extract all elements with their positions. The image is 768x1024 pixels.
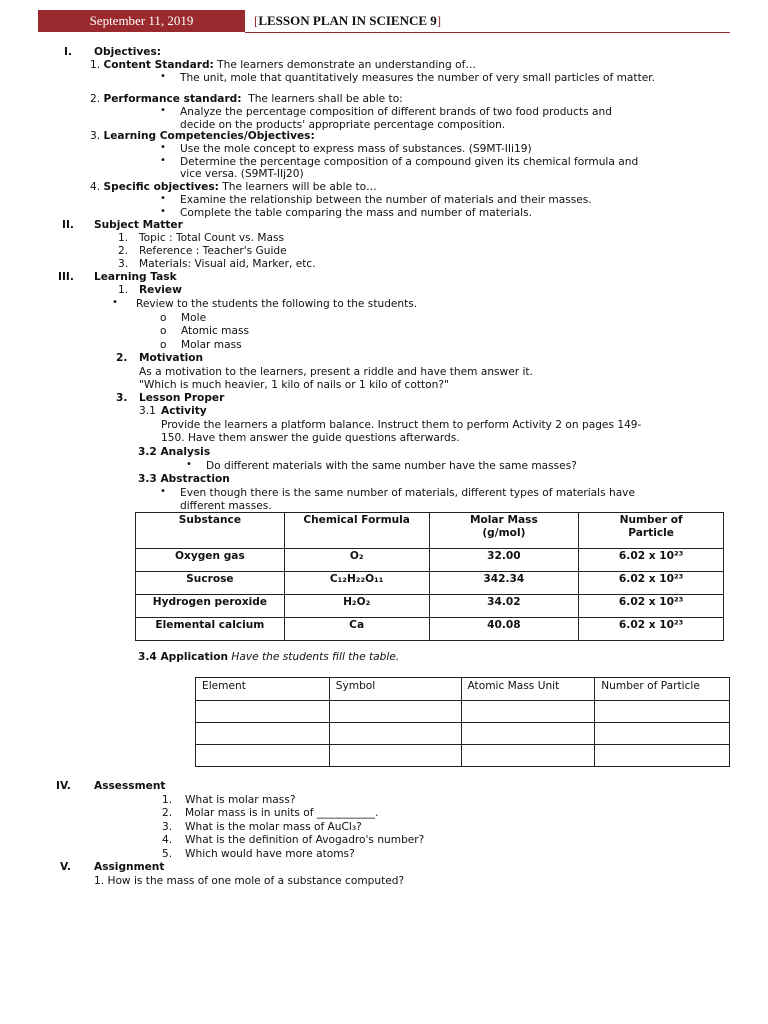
table-header-cell: Number of Particle <box>579 513 724 549</box>
motivation-number: 2. <box>116 352 128 364</box>
table-row <box>136 549 724 572</box>
performance-bullet-line1: Analyze the percentage composition of different brands of two food products and <box>180 106 612 118</box>
assignment-question: 1. How is the mass of one mole of a substance computed? <box>94 875 405 887</box>
assessment-number: 5. <box>162 848 173 860</box>
section-2-title: Subject Matter <box>94 219 183 231</box>
review-number: 1. <box>118 284 129 296</box>
substance-cell: Hydrogen peroxide <box>136 595 285 618</box>
review-text: Review to the students the following to the students. <box>136 298 418 310</box>
blank-cell[interactable] <box>196 723 330 745</box>
formula-cell: H₂O₂ <box>284 595 429 618</box>
molar-mass-cell: 32.00 <box>429 549 579 572</box>
blank-cell[interactable] <box>461 723 595 745</box>
substance-cell: Oxygen gas <box>136 549 285 572</box>
particles-cell: 6.02 x 10²³ <box>579 572 724 595</box>
subject-item-number: 3. <box>118 258 129 270</box>
learning-competencies-line: 3. Learning Competencies/Objectives: <box>90 130 315 142</box>
header-title: [LESSON PLAN IN SCIENCE 9] <box>254 13 442 28</box>
header-rule <box>245 32 730 33</box>
formula-cell: O₂ <box>284 549 429 572</box>
section-5-title: Assignment <box>94 861 165 873</box>
subject-item-number: 2. <box>118 245 129 257</box>
activity-number: 3.1 <box>139 405 156 417</box>
specific-bullet-2: Complete the table comparing the mass and number of materials. <box>180 207 532 219</box>
motivation-label: Motivation <box>139 352 204 364</box>
substance-cell: Sucrose <box>136 572 285 595</box>
particles-cell: 6.02 x 10²³ <box>579 549 724 572</box>
table-row <box>196 745 730 767</box>
molar-mass-cell: 40.08 <box>429 618 579 641</box>
table-row <box>196 701 730 723</box>
section-1-title: Objectives: <box>94 46 162 58</box>
activity-text-line2: 150. Have them answer the guide questions afterwards. <box>161 432 460 444</box>
lesson-proper-label: Lesson Proper <box>139 392 225 404</box>
content-standard-bullet: The unit, mole that quantitatively measures the number of very small particles of matter. <box>180 72 655 84</box>
blank-cell[interactable] <box>595 723 730 745</box>
performance-standard-line: 2. Performance standard: The learners shall be able to: <box>90 93 403 105</box>
review-item: Molar mass <box>181 339 242 351</box>
section-1-number: I. <box>64 46 72 58</box>
bullet-icon: • <box>160 155 166 166</box>
particles-cell: 6.02 x 10²³ <box>579 618 724 641</box>
content-standard-line: 1. Content Standard: The learners demonstrate an understanding of… <box>90 59 476 71</box>
review-item: Mole <box>181 312 207 324</box>
application-table <box>195 677 730 767</box>
motivation-quote: "Which is much heavier, 1 kilo of nails or 1 kilo of cotton?" <box>139 379 449 391</box>
blank-cell[interactable] <box>461 745 595 767</box>
bullet-icon: • <box>160 71 166 82</box>
circle-bullet-icon: o <box>160 312 167 324</box>
competency-bullet-2-line1: Determine the percentage composition of a compound given its chemical formula and <box>180 156 639 168</box>
table-row <box>136 572 724 595</box>
circle-bullet-icon: o <box>160 339 167 351</box>
formula-cell: Ca <box>284 618 429 641</box>
assessment-question: What is the definition of Avogadro's number? <box>185 834 425 846</box>
abstraction-text-line2: different masses. <box>180 500 272 512</box>
section-2-number: II. <box>62 219 74 231</box>
assessment-number: 2. <box>162 807 173 819</box>
blank-cell[interactable] <box>196 745 330 767</box>
bullet-icon: • <box>160 193 166 204</box>
review-label: Review <box>139 284 182 296</box>
abstraction-text-line1: Even though there is the same number of materials, different types of materials have <box>180 487 635 499</box>
table-header-cell: Chemical Formula <box>284 513 429 549</box>
blank-cell[interactable] <box>461 701 595 723</box>
bullet-icon: • <box>186 459 192 470</box>
table-row <box>196 723 730 745</box>
subject-item: Materials: Visual aid, Marker, etc. <box>139 258 316 270</box>
assessment-question: What is molar mass? <box>185 794 296 806</box>
competency-bullet-2-line2: vice versa. (S9MT-IIj20) <box>180 168 304 180</box>
section-4-number: IV. <box>56 780 71 792</box>
table-row <box>136 618 724 641</box>
competency-bullet-1: Use the mole concept to express mass of substances. (S9MT-IIi19) <box>180 143 532 155</box>
assessment-number: 4. <box>162 834 173 846</box>
table-header-row <box>136 513 724 549</box>
assessment-question: What is the molar mass of AuCl₃? <box>185 821 362 833</box>
assessment-number: 3. <box>162 821 173 833</box>
molar-mass-cell: 342.34 <box>429 572 579 595</box>
table-header-cell: Molar Mass (g/mol) <box>429 513 579 549</box>
activity-label: Activity <box>161 405 207 417</box>
table-row <box>136 595 724 618</box>
formula-cell: C₁₂H₂₂O₁₁ <box>284 572 429 595</box>
analysis-label: 3.2 Analysis <box>138 446 211 458</box>
table-header-cell: Symbol <box>329 678 461 701</box>
molar-mass-cell: 34.02 <box>429 595 579 618</box>
section-4-title: Assessment <box>94 780 166 792</box>
subject-item: Topic : Total Count vs. Mass <box>139 232 285 244</box>
bullet-icon: • <box>160 105 166 116</box>
section-3-title: Learning Task <box>94 271 177 283</box>
application-line: 3.4 Application Have the students fill the table. <box>138 651 400 663</box>
assessment-number: 1. <box>162 794 173 806</box>
bullet-icon: • <box>160 142 166 153</box>
table-header-cell: Atomic Mass Unit <box>461 678 595 701</box>
particles-cell: 6.02 x 10²³ <box>579 595 724 618</box>
activity-text-line1: Provide the learners a platform balance. Instruct them to perform Activity 2 on pages 149- <box>161 419 642 431</box>
bullet-icon: • <box>160 206 166 217</box>
substance-cell: Elemental calcium <box>136 618 285 641</box>
blank-cell[interactable] <box>329 745 461 767</box>
motivation-text: As a motivation to the learners, present a riddle and have them answer it. <box>139 366 533 378</box>
assessment-question: Which would have more atoms? <box>185 848 355 860</box>
specific-objectives-line: 4. Specific objectives: The learners will be able to… <box>90 181 377 193</box>
performance-bullet-line2: decide on the products' appropriate percentage composition. <box>180 119 506 131</box>
section-3-number: III. <box>58 271 74 283</box>
circle-bullet-icon: o <box>160 325 167 337</box>
section-5-number: V. <box>60 861 71 873</box>
blank-cell[interactable] <box>595 745 730 767</box>
lesson-proper-number: 3. <box>116 392 128 404</box>
subject-item-number: 1. <box>118 232 129 244</box>
analysis-question: Do different materials with the same number have the same masses? <box>206 460 577 472</box>
table-header-cell: Element <box>196 678 330 701</box>
table-header-cell: Substance <box>136 513 285 549</box>
review-item: Atomic mass <box>181 325 250 337</box>
blank-cell[interactable] <box>196 701 330 723</box>
abstraction-label: 3.3 Abstraction <box>138 473 230 485</box>
table-header-row <box>196 678 730 701</box>
bullet-icon: • <box>160 486 166 497</box>
molar-mass-table <box>135 512 724 641</box>
blank-cell[interactable] <box>329 701 461 723</box>
specific-bullet-1: Examine the relationship between the number of materials and their masses. <box>180 194 592 206</box>
header-date: September 11, 2019 <box>89 13 194 28</box>
blank-cell[interactable] <box>329 723 461 745</box>
table-header-cell: Number of Particle <box>595 678 730 701</box>
subject-item: Reference : Teacher's Guide <box>139 245 287 257</box>
bullet-icon: • <box>112 297 118 308</box>
blank-cell[interactable] <box>595 701 730 723</box>
assessment-question: Molar mass is in units of ___________. <box>185 807 379 819</box>
